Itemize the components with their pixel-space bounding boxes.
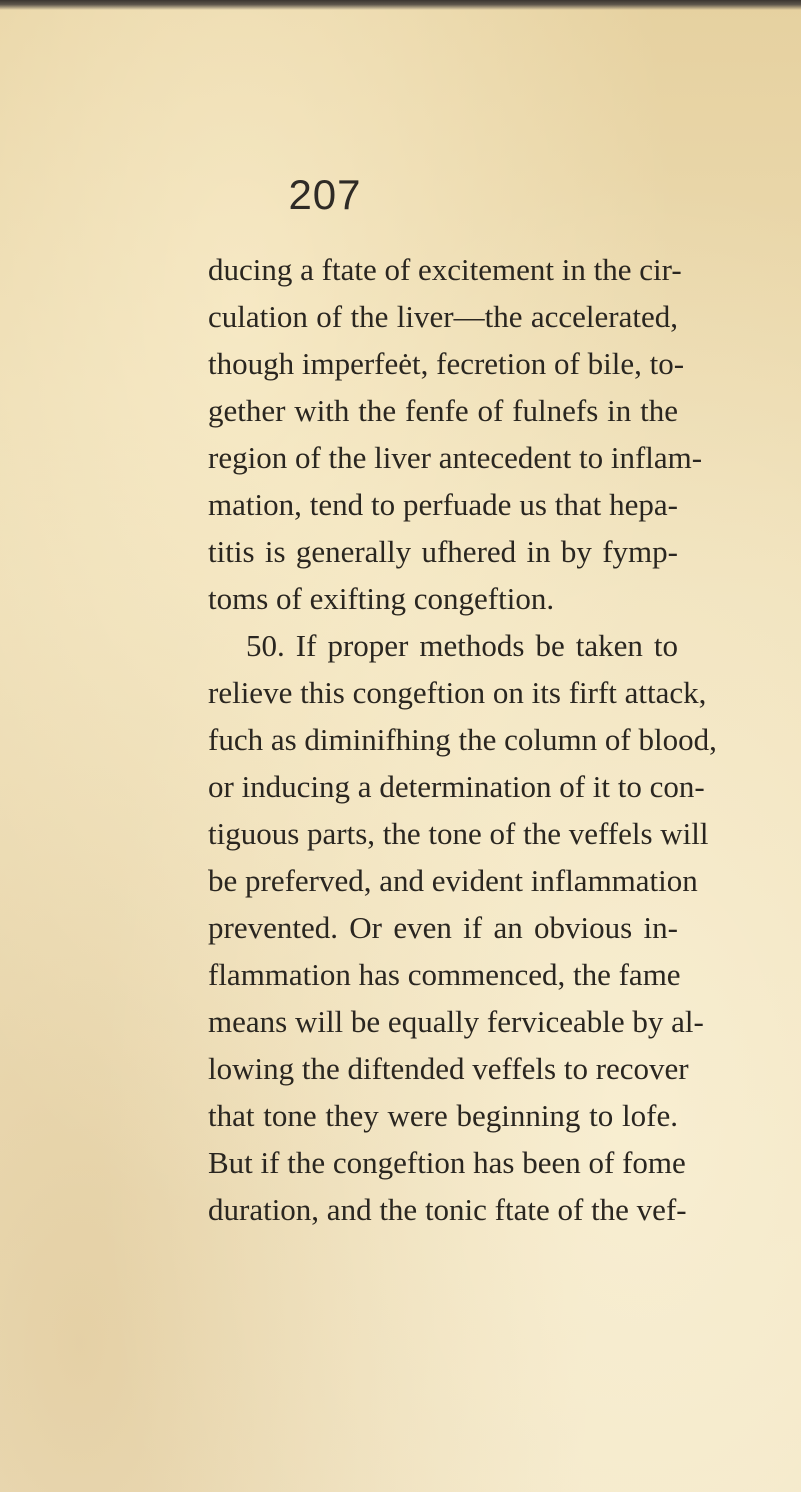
text-line-18: lowing the diftended veffels to recover [208,1051,689,1086]
text-line-11: fuch as diminifhing the column of blood, [208,722,717,757]
text-line-2: culation of the liver—the accelerated, [208,299,678,334]
text-line-16: flammation has commenced, the fame [208,957,681,992]
text-line-4: gether with the fenfe of fulnefs in the [208,393,678,428]
text-line-10: relieve this congeftion on its firft attack, [208,675,707,710]
paragraph-end-line: toms of exifting congeftion. [208,581,555,616]
text-line-7: titis is generally ufhered in by fymp- [208,534,678,569]
text-line-3: though imperfeėt, fecretion of bile, to- [208,346,685,381]
text-line-19: that tone they were beginning to lofe. [208,1098,678,1133]
body-text [208,246,717,1233]
text-line-1: ducing a ftate of excitement in the cir- [208,252,682,287]
text-line-13: tiguous parts, the tone of the veffels will [208,816,709,851]
text-line-20: But if the congeftion has been of fome [208,1145,686,1180]
text-line-17: means will be equally ferviceable by al- [208,1004,704,1039]
text-line-5: region of the liver antecedent to inflam- [208,440,703,475]
section-50-first-line: 50. If proper methods be taken to [246,628,678,663]
page-number: 207 [288,171,362,218]
text-line-15: prevented. Or even if an obvious in- [208,910,678,945]
text-line-12: or inducing a determination of it to con- [208,769,705,804]
text-line-21: duration, and the tonic ftate of the vef- [208,1192,687,1227]
text-line-14: be preferved, and evident inflammation [208,863,698,898]
text-line-6: mation, tend to perfuade us that hepa- [208,487,678,522]
page-top-edge [0,0,801,10]
